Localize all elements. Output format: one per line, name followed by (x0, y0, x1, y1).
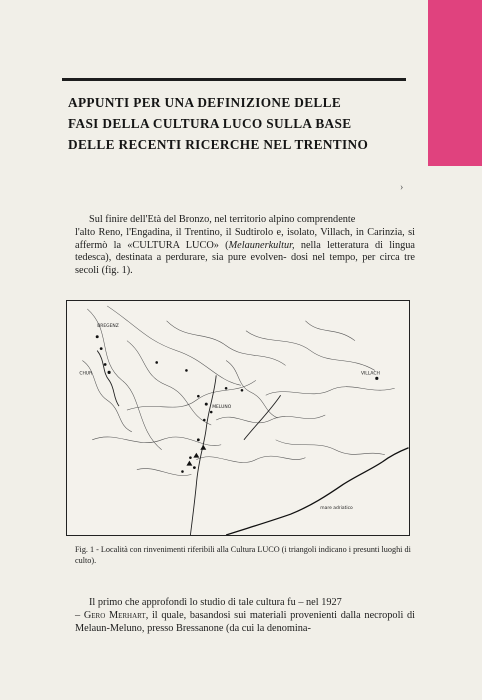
title-line-3: DELLE RECENTI RICERCHE NEL TRENTINO (68, 137, 369, 152)
label-bregenz: BREGENZ (97, 323, 119, 329)
map-drawing (67, 301, 409, 535)
title-line-1: APPUNTI PER UNA DEFINIZIONE DELLE (68, 95, 342, 110)
second-paragraph (75, 597, 415, 635)
figure-caption (75, 545, 415, 566)
map-relief-lines (82, 306, 394, 476)
label-chur: CHUR (79, 371, 93, 377)
caption-line-2: i presunti luoghi di culto). (75, 545, 411, 565)
pink-corner-tab (428, 0, 482, 166)
label-meluno: MELUNO (212, 405, 232, 411)
intro-line-2: l'alto Reno, l'Engadina, il Trentino, il Sudtirolo e, isolato, Villach, in (75, 226, 364, 238)
author-name: Gero Merhart (83, 609, 146, 621)
intro-line-3-italic: Melaunerkultur, (228, 239, 295, 251)
label-villach: VILLACH (360, 371, 380, 377)
caption-line-1: Fig. 1 - Località con rinvenimenti riferibili alla Cultura LUCO (i triangoli indicano (75, 545, 347, 554)
intro-line-1: Sul finire dell'Età del Bronzo, nel territorio alpino comprendente (89, 214, 356, 225)
second-line-3: necropoli di Melaun-Meluno, presso Bressanone (da cui la denomina- (75, 609, 415, 634)
site-markers (96, 335, 379, 473)
article-title (68, 92, 413, 155)
alpine-map-figure (66, 300, 410, 536)
title-line-2: FASI DELLA CULTURA LUCO SULLA BASE (68, 116, 352, 131)
intro-paragraph (75, 214, 415, 278)
second-line-2a: – (75, 609, 84, 621)
map-rivers (97, 351, 280, 535)
second-line-1: Il primo che approfondì lo studio di tale cultura fu – nel 1927 (89, 597, 342, 608)
intro-line-3b: nella (294, 239, 321, 251)
intro-line-3a: Carinzia, si affermò la «CULTURA LUCO» ( (75, 226, 415, 251)
label-sea: mare adriatico (320, 506, 353, 512)
second-line-2b: , il quale, basandosi sui materiali provenienti dalla (145, 609, 361, 621)
margin-mark: › (400, 182, 404, 193)
intro-line-5: dosi nel tempo, per circa tre secoli (fig. 1). (75, 252, 415, 277)
intro-line-4: letteratura di lingua tedesca), destinata a perdurare, sia pure evolven- (75, 239, 415, 264)
title-rule (62, 78, 406, 81)
